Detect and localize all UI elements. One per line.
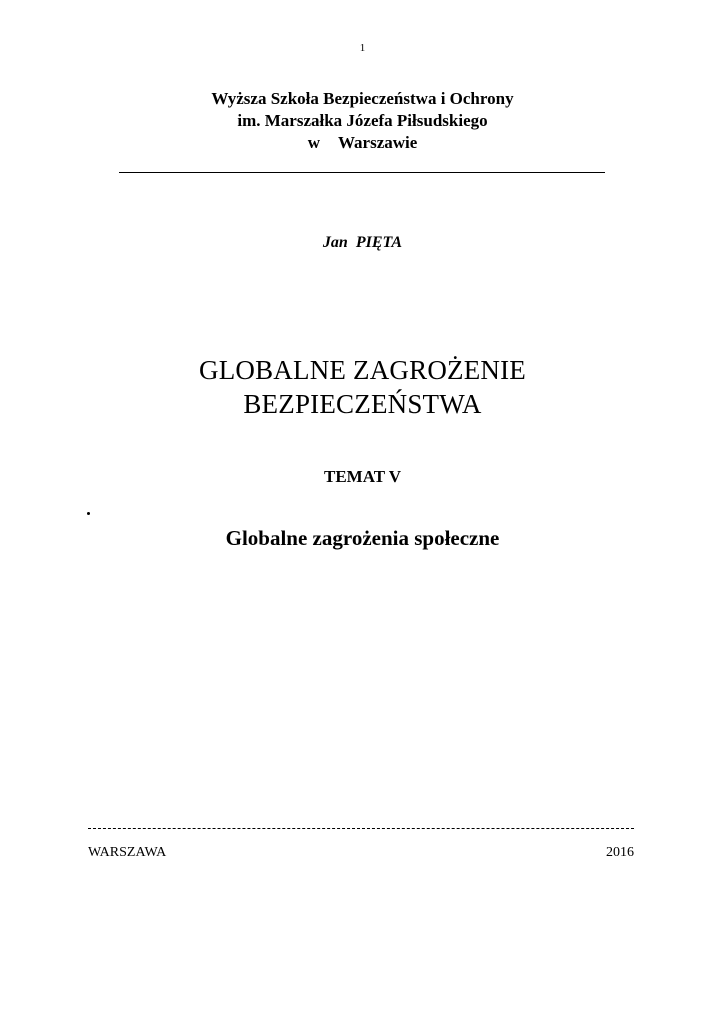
institution-header	[0, 88, 725, 154]
document-title-line-1: GLOBALNE ZAGROŻENIE	[199, 355, 526, 385]
author-name: Jan PIĘTA	[322, 234, 403, 251]
footer-year: 2016	[606, 845, 634, 860]
footer-divider	[88, 828, 634, 829]
institution-location	[0, 132, 725, 154]
institution-location-prefix: w	[307, 133, 320, 152]
document-title-line-2: BEZPIECZEŃSTWA	[243, 389, 482, 419]
institution-name: Wyższa Szkoła Bezpieczeństwa i Ochrony	[211, 89, 514, 108]
topic-label: TEMAT V	[324, 467, 401, 486]
page-number: 1	[359, 42, 366, 54]
institution-patron: im. Marszałka Józefa Piłsudskiego	[237, 111, 488, 130]
footer-city: WARSZAWA	[88, 845, 167, 860]
document-subtitle: Globalne zagrożenia społeczne	[225, 526, 500, 550]
stray-dot-mark	[87, 512, 90, 515]
institution-city: Warszawie	[337, 133, 418, 152]
document-title	[0, 353, 725, 421]
header-divider	[119, 172, 605, 173]
